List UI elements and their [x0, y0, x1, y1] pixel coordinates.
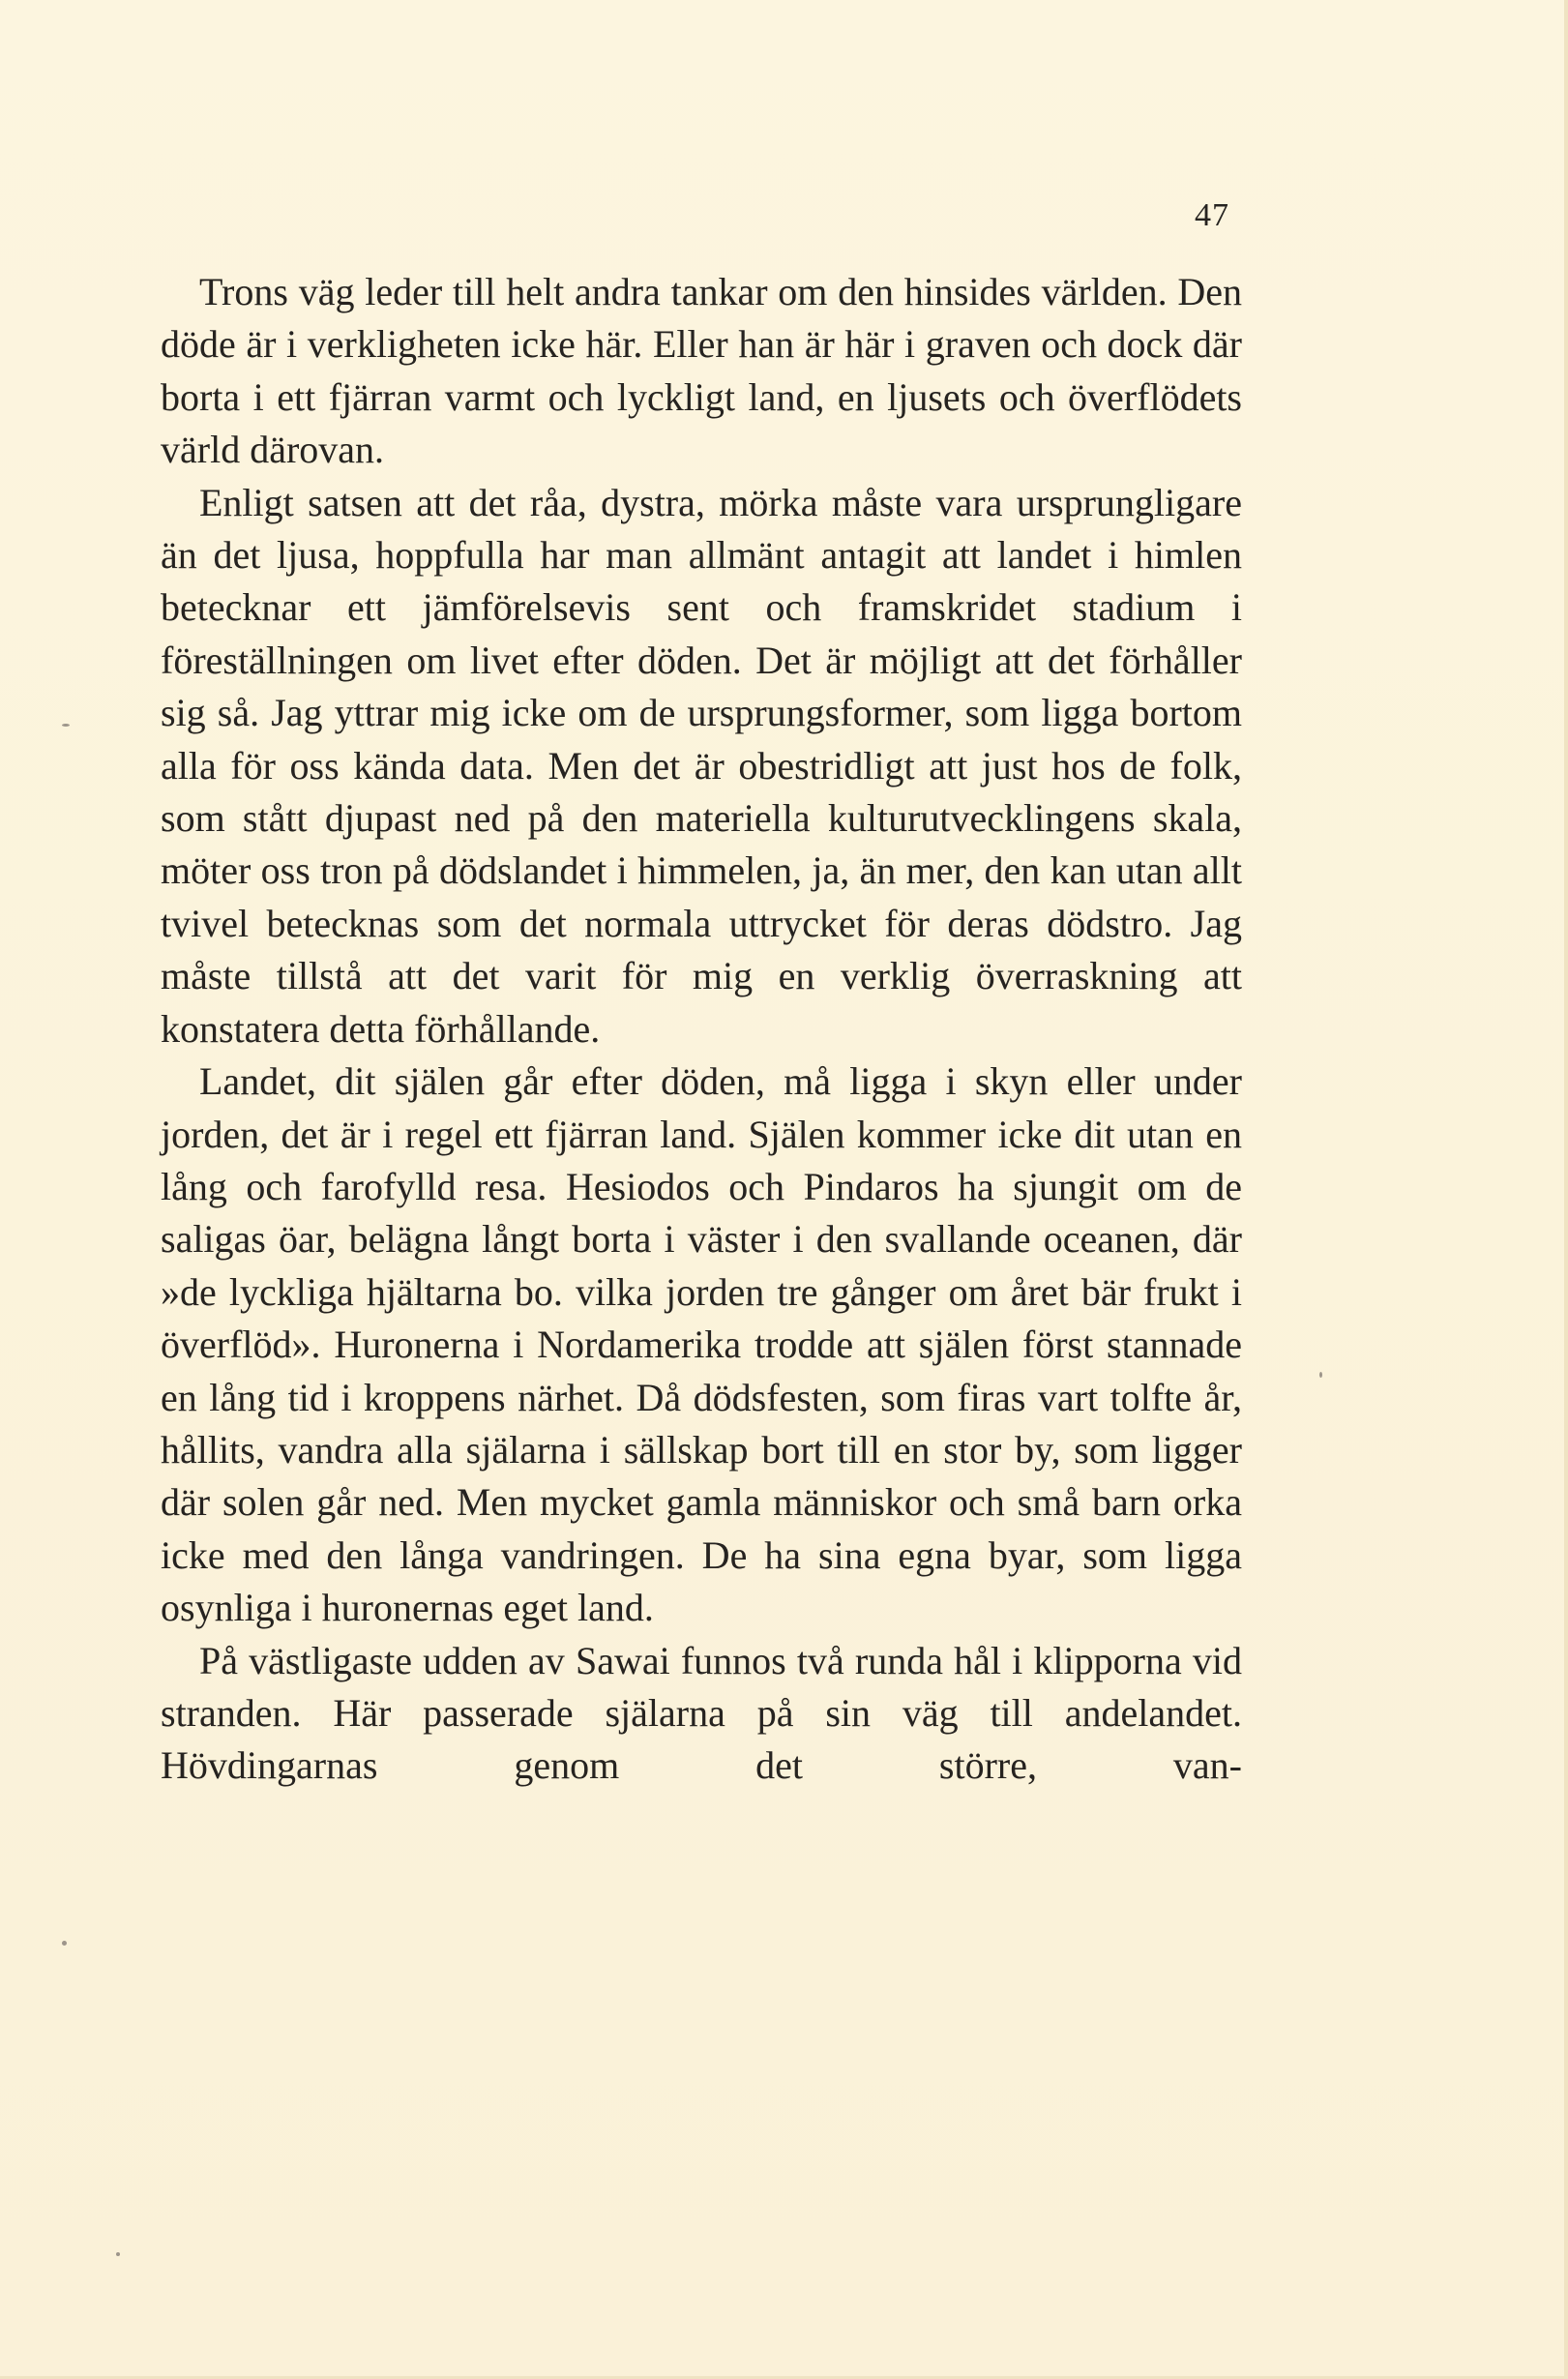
- paragraph-2: Enligt satsen att det råa, dystra, mörka måste vara ursprungligare än det ljusa, hoppfulla har man allmänt antagit att landet i himlen betecknar ett jämförelsevis sent och framskridet stadium i föreställningen om livet efter döden. Det är möjligt att det förhåller sig så. Jag yttrar mig icke om de ursprungsformer, som ligga bortom alla för oss kända data. Men det är obestridligt att just hos de folk, som stått djupast ned på den materiella kulturutvecklingens skala, möter oss tron på dödslandet i himmelen, ja, än mer, den kan utan allt tvivel betecknas som det normala uttrycket för deras dödstro. Jag måste tillstå att det varit för mig en verklig överraskning att konstatera detta förhållande.: [161, 480, 1242, 1051]
- paper-speck: [116, 2252, 120, 2256]
- paper-speck: [62, 724, 70, 727]
- page-number: 47: [1195, 197, 1229, 233]
- paragraph-4: På västligaste udden av Sawai funnos två runda hål i klipporna vid stranden. Här passerade själarna på sin väg till andelandet. Hövdingarnas genom det större, van-: [161, 1638, 1242, 1788]
- paper-speck: [1319, 1372, 1322, 1378]
- paragraph-1: Trons väg leder till helt andra tankar om den hinsides världen. Den döde är i verkligheten icke här. Eller han är här i graven och dock där borta i ett fjärran varmt och lyckligt land, en ljusets och överflödets värld därovan.: [161, 270, 1242, 472]
- paper-speck: [62, 1941, 67, 1946]
- paragraph-3: Landet, dit själen går efter döden, må ligga i skyn eller under jorden, det är i regel ett fjärran land. Själen kommer icke dit utan en lång och farofylld resa. Hesiodos och Pindaros ha sjungit om de saligas öar, belägna långt borta i väster i den svallande oceanen, där »de lyckliga hjältarna bo. vilka jorden tre gånger om året bär frukt i överflöd». Huronerna i Nordamerika trodde att själen först stannade en lång tid i kroppens närhet. Då dödsfesten, som firas vart tolfte år, hållits, vandra alla själarna i sällskap bort till en stor by, som ligger där solen går ned. Men mycket gamla människor och små barn orka icke med den långa vandringen. De ha sina egna byar, som ligga osynliga i huronernas eget land.: [161, 1059, 1242, 1630]
- body-text: [161, 266, 1242, 1793]
